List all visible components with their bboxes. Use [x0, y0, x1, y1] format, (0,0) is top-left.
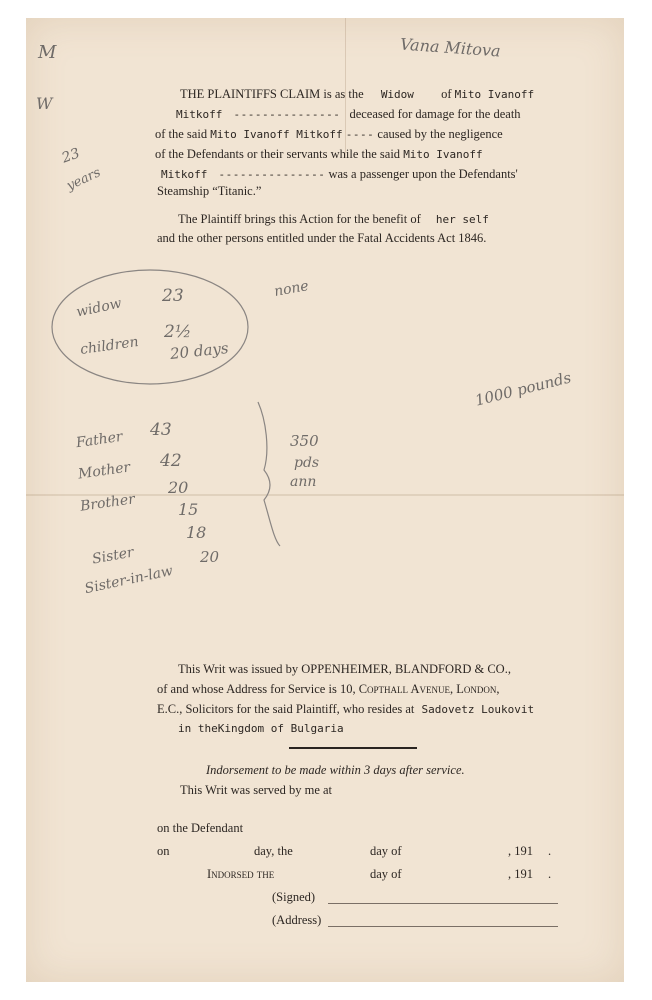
day-of-label-2: day of: [370, 867, 402, 881]
dash-fill: ----: [345, 128, 375, 141]
note-sisterinlaw-age: 20: [200, 548, 220, 566]
claim-line-5: [161, 167, 518, 182]
address-line: [328, 926, 558, 927]
note-amount-350: 350: [290, 432, 319, 450]
note-brother-age: 20: [168, 478, 189, 497]
note-children-age: 2½: [164, 322, 192, 342]
issued-text: E.C., Solicitors for the said Plaintiff, who resides at: [157, 702, 415, 716]
dash-fill: ---------------: [218, 168, 326, 181]
note-amount-pds: pds: [294, 455, 320, 471]
typed-beneficiary: her self: [435, 213, 489, 226]
on-label: on: [157, 844, 170, 858]
indorsement-heading: Indorsement to be made within 3 days after service.: [206, 763, 465, 777]
note-sisterinlaw: Sister-in-law: [83, 562, 175, 598]
issued-line-1: This Writ was issued by OPPENHEIMER, BLANDFORD & CO.,: [178, 662, 511, 676]
benefit-line-1: [178, 212, 489, 227]
note-widow-age: 23: [162, 286, 184, 306]
served-line: This Writ was served by me at: [180, 783, 333, 797]
claim-text: was a passenger upon the Defendants': [328, 167, 518, 181]
margin-mark-m: M: [38, 42, 57, 63]
margin-age: 23: [59, 145, 83, 167]
note-father: Father: [75, 428, 124, 452]
typed-name: Mito Ivanoff Mitkoff: [210, 128, 343, 141]
section-divider: [289, 747, 417, 749]
signed-line: [328, 903, 558, 904]
note-widow: widow: [74, 295, 124, 321]
benefit-line-2: and the other persons entitled under the Fatal Accidents Act 1846.: [157, 231, 487, 245]
note-amount-ann: ann: [290, 474, 317, 490]
typed-name: Mito Ivanoff: [454, 88, 535, 101]
note-sister: Sister: [90, 544, 135, 568]
issued-line-3: [157, 702, 534, 717]
note-brother: Brother: [79, 491, 136, 515]
address-label: (Address): [272, 913, 322, 927]
claim-line-1: [180, 87, 534, 102]
claim-line-6: Steamship “Titanic.”: [157, 184, 262, 198]
issued-address: Copthall Avenue, London,: [358, 682, 500, 696]
dash-fill: ---------------: [233, 108, 341, 121]
note-children-days: 20 days: [169, 338, 230, 364]
pencil-bracket: [250, 400, 290, 550]
claim-text: THE PLAINTIFFS CLAIM is as the: [180, 87, 364, 101]
note-mother: Mother: [77, 459, 132, 483]
year-label: , 191: [508, 844, 533, 858]
typed-text: in the: [178, 722, 218, 735]
claim-line-2: [176, 107, 521, 122]
note-pounds: 1000 pounds: [473, 368, 573, 410]
note-none: none: [272, 278, 310, 300]
typed-name: Mito Ivanoff: [403, 148, 483, 161]
note-age-15: 15: [178, 500, 199, 519]
claim-text: deceased for damage for the death: [349, 107, 521, 121]
note-age-18: 18: [186, 523, 207, 542]
issued-text: of and whose Address for Service is 10,: [157, 682, 356, 696]
indorsed-label: Indorsed the: [207, 867, 275, 881]
year-label-2: , 191: [508, 867, 533, 881]
typed-name: Mitkoff: [176, 108, 223, 121]
typed-name: Mitkoff: [161, 168, 208, 181]
claim-text: of the Defendants or their servants while the said: [155, 147, 401, 161]
benefit-text: The Plaintiff brings this Action for the benefit of: [178, 212, 421, 226]
day-the-label: day, the: [254, 844, 293, 858]
pencil-circle: [48, 264, 258, 392]
year-dot-2: .: [548, 867, 552, 881]
year-dot: .: [548, 844, 552, 858]
day-of-label: day of: [370, 844, 402, 858]
signed-label: (Signed): [272, 890, 316, 904]
typed-relation: Widow: [380, 88, 414, 101]
typed-country: Kingdom of Bulgaria: [217, 722, 344, 735]
claim-text: of the said: [155, 127, 208, 141]
defendant-line: on the Defendant: [157, 821, 244, 835]
issued-line-2: [157, 682, 500, 697]
claim-text: caused by the negligence: [377, 127, 503, 141]
issued-line-4: [178, 722, 344, 735]
handwritten-name: Vana Mitova: [399, 34, 502, 61]
margin-mark-w: W: [36, 94, 53, 113]
note-father-age: 43: [150, 420, 172, 440]
note-mother-age: 42: [160, 451, 182, 471]
claim-line-3: [155, 127, 503, 142]
margin-word: years: [64, 165, 104, 194]
claim-line-4: [155, 147, 483, 162]
note-children: children: [79, 333, 140, 359]
typed-residence: Sadovetz Loukovit: [421, 703, 535, 716]
claim-text: of: [441, 87, 452, 101]
